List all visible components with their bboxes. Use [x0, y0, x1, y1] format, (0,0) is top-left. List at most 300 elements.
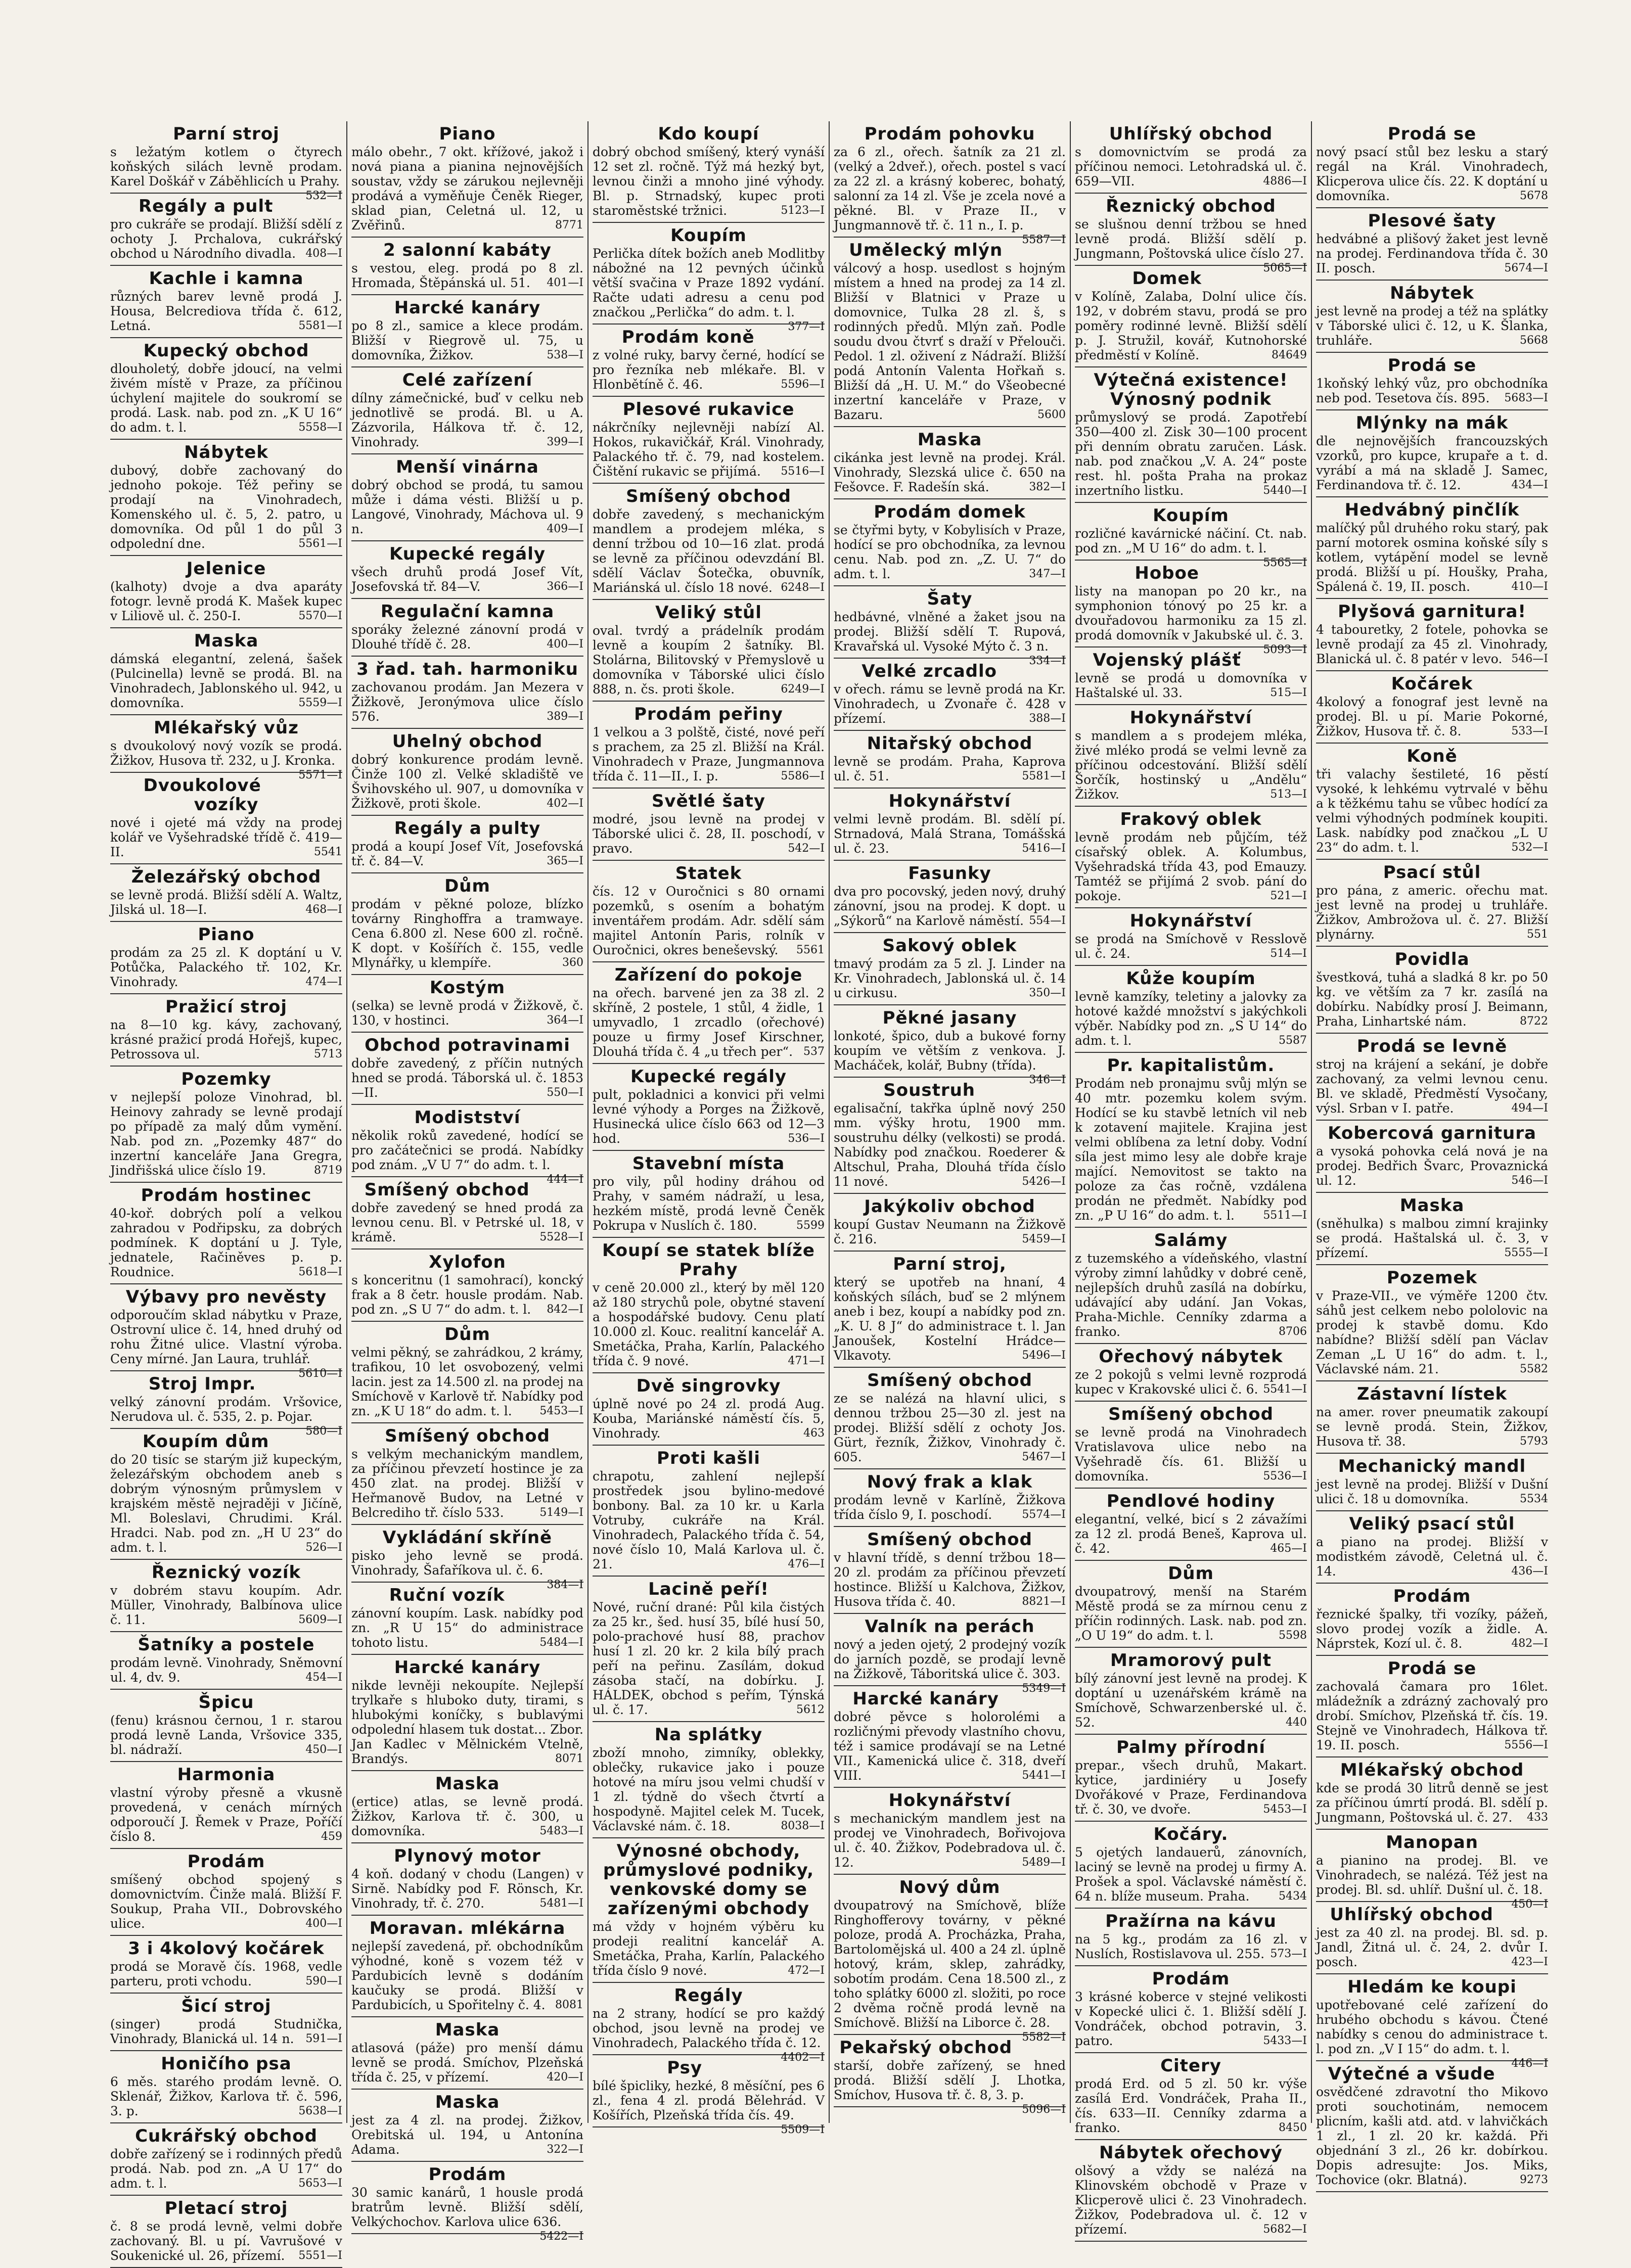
ad-text: 30 samic kanárů, 1 housle prodá bratrům levně. Bližší sdělí, Velkýchochov. Karlova ulice 636. [351, 2185, 583, 2229]
ad-title: Kůže koupím [1126, 968, 1256, 989]
ad-title: Mlékařský obchod [1340, 1760, 1524, 1780]
column-1 [106, 121, 346, 2263]
ad-title: Špicu [198, 1692, 254, 1712]
ad-code: 591—I [305, 2032, 342, 2045]
ad-title: Hokynářství [1129, 708, 1252, 728]
ad-code: 5581—I [1022, 770, 1066, 782]
ad-title: Vojenský plášť [1093, 650, 1241, 670]
ad-text-wrap [351, 2113, 583, 2157]
ad-text-wrap [593, 420, 825, 479]
ad-text: pro vily, půl hodiny dráhou od Prahy, v samém nádraží, u lesa, hezkém místě, prodá levně Čeněk Pokrupa v Nuslích č. 180. [593, 1174, 825, 1233]
classified-ad [834, 933, 1066, 1005]
ad-code: 350—I [1029, 987, 1066, 999]
ad-title: Prodá se [1387, 1658, 1477, 1679]
ad-code: 366—I [547, 580, 583, 593]
ad-text: dobré pěvce s holorolémi a rozličnými převody vlastního chovu, též i samice prodávají se na Letné VII., Kamenická ulice č. 318, dveří VIII. [834, 1709, 1066, 1783]
ad-text-wrap [1316, 1216, 1548, 1260]
ad-text-wrap [1075, 1758, 1307, 1817]
classified-ad [351, 975, 583, 1033]
ad-text-wrap [1075, 217, 1307, 274]
classified-ad [110, 266, 342, 338]
classified-ad [1075, 2053, 1307, 2140]
ad-title: Dvoukolové vozíky [143, 775, 261, 815]
classified-ad [593, 397, 825, 484]
ad-title: Výtečná existence! Výnosný podnik [1094, 370, 1288, 409]
ad-text: a vysoká pohovka celá nová je na prodej. Bedřich Švarc, Provaznická ul. 12. [1316, 1144, 1548, 1188]
ad-code: 84649 [1272, 349, 1307, 361]
ad-text: nový psací stůl bez lesku a starý regál na Král. Vinohradech, Klicperova ulice čís. 22. K doptání u domovníka. [1316, 145, 1548, 203]
classified-ad [351, 1583, 583, 1655]
ad-code: 551 [1527, 928, 1548, 941]
classified-ad [834, 499, 1066, 586]
ad-text-wrap [351, 752, 583, 811]
ad-text-wrap [1075, 1425, 1307, 1484]
ad-text-wrap [1075, 410, 1307, 498]
ad-title: Plesové rukavice [622, 399, 795, 420]
ad-title: Umělecký mlýn [849, 240, 1003, 260]
classified-ad [351, 1423, 583, 1525]
ad-text-wrap [351, 680, 583, 724]
ad-text-wrap [1075, 932, 1307, 961]
ad-title: Sakový oblek [882, 936, 1017, 956]
ad-code: 550—I [547, 1086, 583, 1099]
ad-text-wrap [351, 897, 583, 970]
ad-code: 5599 [796, 1219, 825, 1232]
ad-title: 3 i 4kolový kočárek [128, 1938, 325, 1959]
ad-text-wrap [351, 1939, 583, 2012]
ad-title: Soustruh [883, 1080, 976, 1100]
ad-text: dobrý konkurence prodám levně. Činže 100 zl. Velké skladiště ve Švihovského ul. 907, u domovníka v Žižkově, proti škole. [351, 752, 583, 811]
ad-code: 410—I [1511, 580, 1548, 593]
ad-code: 8719 [314, 1164, 342, 1177]
ad-text-wrap [1075, 526, 1307, 569]
ad-code: 5467—I [1022, 1451, 1066, 1463]
ad-text: v hlavní třídě, s denní tržbou 18—20 zl. prodám za příčinou převzetí hostince. Bližší u Kalchova, Žižkov, Husova třída č. 40. [834, 1550, 1066, 1609]
ad-title: Stroj Impr. [148, 1374, 256, 1394]
classified-ad [1075, 503, 1307, 569]
ad-text-wrap [110, 2147, 342, 2191]
ad-code: 5541 [314, 846, 342, 858]
ad-text: pult, pokladnici a konvici při velmi levné výhody a Porges na Žižkově, Husinecká ulice číslo 663 od 12—3 hod. [593, 1087, 825, 1146]
ad-text: s mandlem a s prodejem mléka, živé mléko prodá se velmi levně za příčinou odcestování. Bližší sdělí Šorčík, hostinský u „Andělu“ Žižkov. [1075, 728, 1307, 802]
ad-title: Psací stůl [1383, 862, 1481, 883]
ad-title: Honičího psa [161, 2054, 292, 2074]
ad-code: 532—I [305, 190, 342, 202]
ad-text: velký zánovní prodám. Vršovice, Nerudova ul. č. 535, 2. p. Pojar. [110, 1395, 342, 1424]
ad-text-wrap [110, 1452, 342, 1555]
ad-code: 401—I [547, 276, 583, 289]
ad-code: 8771 [555, 219, 583, 232]
ad-title: Menší vinárna [396, 457, 539, 477]
ad-title: Harcké kanáry [394, 298, 541, 318]
ad-title: Jelenice [186, 559, 266, 579]
ad-title: Piano [439, 124, 496, 144]
ad-text-wrap [1316, 376, 1548, 405]
ad-text: v ceně 20.000 zl., který by měl 120 až 180 strychů pole, obytné stavení a hospodářské budovy. Cenu platí 10.000 zl. Kouc. realitní kancelář A. Smetáčka, Praha, Karlín, Palackého třída č. 9 nové. [593, 1280, 825, 1368]
ad-text-wrap [1075, 1512, 1307, 1556]
ad-text: málo obehr., 7 okt. křížové, jakož i nová piana a pianina nejnovějších soustav, vždy se zárukou nejlevněji prodává a vyměňuje Čeněk Rieger, sklad pian, Celetná ul. 12, u Zvěřinů. [351, 145, 583, 233]
classified-ad [1075, 1822, 1307, 1909]
ad-code: 514—I [1270, 947, 1307, 960]
classified-ad [110, 2123, 342, 2196]
ad-code: 434—I [1511, 479, 1548, 491]
column-2 [346, 121, 587, 2243]
ad-text: a piano na prodej. Bližší v modistkém závodě, Celetná ul. č. 14. [1316, 1535, 1548, 1579]
ad-text-wrap [110, 1713, 342, 1757]
ad-text: nový a jeden ojetý, 2 prodejný vozík do jarních pozdě, se prodají levně na Žižkově, Táboritská ulice č. 303. [834, 1637, 1066, 1681]
ad-code: 454—I [305, 1671, 342, 1684]
ad-code: 423—I [1511, 1956, 1548, 1968]
ad-title: Vykládání skříně [382, 1528, 553, 1548]
ad-code: 5123—I [781, 204, 825, 217]
ad-text-wrap [1316, 521, 1548, 594]
ad-title: Hedvábný pinčlík [1344, 500, 1520, 520]
classified-ad [593, 484, 825, 600]
ad-title: Řeznický obchod [1106, 196, 1276, 216]
ad-text-wrap [834, 1811, 1066, 1870]
classified-ad [1316, 1902, 1548, 1974]
ad-code: 482—I [1511, 1637, 1548, 1650]
ad-text: rozličné kavárnické náčiní. Ct. nab. pod zn. „M U 16“ do adm. t. l. [1075, 526, 1307, 556]
classified-ad [593, 962, 825, 1064]
ad-title: Velké zrcadlo [862, 661, 998, 681]
ad-code: 573—I [1270, 1948, 1307, 1960]
ad-text: prodám levně v Karlíně, Žižkova třída číslo 9, I. poschodí. [834, 1493, 1066, 1522]
ad-code: 9273 [1520, 2173, 1548, 2186]
classified-ad [593, 1446, 825, 1577]
ad-text: v Kolíně, Zalaba, Dolní ulice čís. 192, v dobrém stavu, prodá se pro poměry rodinné levně. Bližší sdělí p. J. Stružil, kovář, Kutnohorské předměstí v Kolíně. [1075, 289, 1307, 362]
classified-ad [1316, 1511, 1548, 1584]
ad-text: upotřebované celé zařízení do hrubého obchodu s kávou. Čtené nabídky s cenou do administrace t. l. pod zn. „V I 15“ do adm. t. l. [1316, 1998, 1548, 2056]
ad-text: do 20 tisíc se starým již kupeckým, železářským obchodem aneb s dobrým výnosným průmyslem v krajském městě nejraději v Jičíně, Ml. Boleslavi, Chrudimi. Král. Hradci. Nab. pod zn. „H U 23“ do adm. t. l. [110, 1452, 342, 1555]
ad-text-wrap [110, 361, 342, 435]
ad-title: Prodám hostinec [141, 1185, 312, 1206]
ad-text-wrap [834, 1637, 1066, 1695]
ad-code: 5561—I [298, 537, 342, 550]
ad-title: Mlékařský vůz [154, 718, 299, 738]
classified-ad [110, 773, 342, 864]
ad-code: 5441—I [1022, 1769, 1066, 1782]
ad-text-wrap [1316, 1679, 1548, 1752]
ad-code: 5453—I [1263, 1803, 1307, 1816]
ad-code: 5581—I [298, 319, 342, 332]
ad-text-wrap [834, 261, 1066, 422]
classified-ad [110, 994, 342, 1067]
ad-text: dvoupatrový na Smíchově, blíže Ringhofferovy továrny, v pěkné poloze, prodá A. Procházka, Praha, Bartolomějská ul. 400 a 24 zl. úplně hotový, krám, sklep, zahrádky, sobotím prodám. Cena 18.500 zl., z toho splátky 6000 zl. složiti, po roce 2 dvěma ročně prodá levně na Smíchově. Bližší na Liborce č. 28. [834, 1898, 1066, 2030]
classified-ad [834, 1527, 1066, 1614]
ad-title: Prodám [1152, 1969, 1230, 1989]
classified-ad [593, 1722, 825, 1838]
ad-text: atlasová (páže) pro menší dámu levně se prodá. Smíchov, Plzeňská třída č. 25, v přízemí. [351, 2041, 583, 2085]
ad-title: Pletací stroj [164, 2198, 288, 2218]
ad-title: Statek [675, 863, 742, 884]
ad-text-wrap [834, 145, 1066, 246]
ad-code: 388—I [1029, 712, 1066, 725]
classified-ads-page [106, 121, 1552, 2263]
classified-ad [1316, 2061, 1548, 2192]
ad-text: ze 2 pokojů s velmi levně rozprodá kupec v Krakovské ulici č. 6. [1075, 1367, 1307, 1397]
ad-title: Veliký psací stůl [1349, 1514, 1515, 1534]
ad-code: 5511—I [1263, 1209, 1307, 1222]
ad-code: 546—I [1511, 1174, 1548, 1187]
classified-ad [593, 789, 825, 861]
ad-text-wrap [351, 318, 583, 362]
ad-title: Hokynářství [1129, 911, 1252, 931]
ad-text: starší, dobře zařízený, se hned prodá. Bližší sdělí J. Lhotka, Smíchov, Husova tř. č. 8, 3. p. [834, 2058, 1066, 2102]
ad-title: Výbavy pro nevěsty [125, 1287, 327, 1307]
classified-ad [834, 121, 1066, 246]
ad-code: 5570—I [298, 610, 342, 622]
classified-ad [110, 1560, 342, 1632]
ad-text: ze se nalézá na hlavní ulici, s dennou tržbou 25—30 zl. jest na prodej. Bližší sdělí z ochoty Jos. Gürt, řezník, Žižkov, Vinohrady č. 605. [834, 1391, 1066, 1464]
ad-text-wrap [593, 812, 825, 856]
ad-title: Parní stroj, [893, 1254, 1007, 1274]
ad-text: sporáky železné zánovní prodá v Dlouhé třídě č. 28. [351, 622, 583, 652]
ad-text-wrap [1075, 1584, 1307, 1643]
ad-text-wrap [1316, 1925, 1548, 1969]
ad-text: bílý zánovní jest levně na prodej. K doptání u uzenářském krámě na Smíchově, Schwarzenberské ul. č. 52. [1075, 1671, 1307, 1730]
ad-code: 5609—I [298, 1613, 342, 1626]
ad-text-wrap [593, 1469, 825, 1571]
ad-text: v dobrém stavu koupím. Adr. Müller, Vinohrady, Balbínova ulice č. 11. [110, 1583, 342, 1627]
ad-text: levně se prodám. Praha, Kaprova ul. č. 51. [834, 754, 1066, 783]
ad-text: na 2 strany, hodící se pro každý obchod, jsou levně na prodej ve Vinohradech, Palackého třída č. 12. [593, 2006, 825, 2050]
ad-text-wrap [1316, 1781, 1548, 1825]
ad-title: Mramorový pult [1110, 1650, 1272, 1671]
classified-ad [1316, 497, 1548, 599]
classified-ad [1075, 1402, 1307, 1489]
ad-text: pisko jeho levně se prodá. Vinohrady, Šafaříkova ul. č. 6. [351, 1548, 583, 1578]
classified-ad [1316, 1584, 1548, 1656]
ad-code: 5574—I [1022, 1508, 1066, 1521]
ad-title: Zařízení do pokoje [614, 965, 803, 985]
classified-ad [1316, 353, 1548, 410]
classified-ad [1075, 367, 1307, 503]
ad-code: 5096—I [1022, 2103, 1066, 2116]
ad-text: 4kolový a fonograf jest levně na prodej. Bl. u pí. Marie Pokorné, Žižkov, Husova tř. č. 8. [1316, 695, 1548, 738]
classified-ad [110, 194, 342, 266]
ad-text-wrap [110, 2219, 342, 2263]
ad-text: má vždy v hojném výběru ku prodeji realitní kancelář A. Smetáčka, Praha, Karlín, Palackého třída číslo 9 nové. [593, 1919, 825, 1978]
ad-text: s velkým mechanickým mandlem, za příčinou převzetí hostince je za 450 zlat. na prodej. Bližší v Heřmanově Budov, na Letné v Belcrediho tř. číslo 533. [351, 1447, 583, 1520]
ad-text: olšový a vždy se nalézá na Klinovském obchodě v Praze v Klicperově ulici č. 23 Vinohradech. Žižkov, Podebradova ul. č. 12 v přízemí. [1075, 2163, 1307, 2237]
ad-text: smíšený obchod spojený s domovnictvím. Činže malá. Bližší F. Soukup, Praha VII., Dobrovského ulice. [110, 1872, 342, 1931]
ad-title: Manopan [1386, 1832, 1478, 1853]
ad-text: lonkoté, špico, dub a bukové forny koupím ve větším z venkova. J. Macháček, kolář, Bubny (třída). [834, 1029, 1066, 1073]
ad-text-wrap [351, 2041, 583, 2085]
ad-text-wrap [351, 998, 583, 1028]
ad-text-wrap [351, 1345, 583, 1418]
ad-text: z tuzemského a vídeňského, vlastní výroby zimní lahůdky v dobré ceně, nejlepších druhů zasílá na dobírku, udávající aby udání. Jan Vokas, Praha-Michle. Cenníky zdarma a franko. [1075, 1251, 1307, 1339]
ad-text-wrap [593, 348, 825, 392]
ad-title: Železářský obchod [131, 867, 322, 887]
ad-title: Dům [444, 876, 490, 896]
ad-text: bílé špicliky, hezké, 8 měsíční, pes 6 zl., fena 4 zl. prodá Bělehrád. V Košířích, Plzeňská třída čís. 49. [593, 2078, 825, 2122]
ad-text: se levně prodá na Vinohradech Vratislavova ulice nebo na Vyšehradě čís. 61. Bližší u domovníka. [1075, 1425, 1307, 1484]
ad-text: 4 tabouretky, 2 fotele, pohovka se levně prodají za 45 zl. Vinohrady, Blanická ul. č. 8 patér v levo. [1316, 622, 1548, 666]
ad-title: Smíšený obchod [364, 1180, 530, 1200]
ad-title: Prodám peřiny [634, 704, 783, 724]
ad-code: 5065—I [1263, 262, 1307, 274]
classified-ad [351, 1033, 583, 1105]
ad-code: 400—I [305, 1917, 342, 1930]
ad-code: 5559—I [298, 697, 342, 709]
ad-code: 377—I [788, 320, 825, 333]
ad-text: dvoupatrový, menší na Starém Městě prodá se za mírnou cenu z příčin rodinných. Lask. nab. pod zn. „O U 19“ do adm. t. l. [1075, 1584, 1307, 1643]
ad-title: Modistství [414, 1107, 521, 1128]
ad-code: 5422—I [539, 2230, 583, 2243]
classified-ad [110, 1762, 342, 1849]
ad-text: jest za 40 zl. na prodej. Bl. sd. p. Jandl, Žitná ul. č. 24, 2. dvůr I. posch. [1316, 1925, 1548, 1969]
ad-text: s mechanickým mandlem jest na prodej ve Vinohradech, Bořivojova ul. č. 40. Žižkov, Podebradova ul. č. 12. [834, 1811, 1066, 1870]
ad-code: 463 [803, 1427, 825, 1440]
ad-text: se levně prodá. Bližší sdělí A. Waltz, Jilská ul. 18—I. [110, 888, 342, 917]
ad-title: Prodám [1393, 1586, 1471, 1606]
ad-text: prodá se Moravě čís. 1968, vedle parteru, proti vchodu. [110, 1959, 342, 1988]
ad-code: 399—I [547, 436, 583, 448]
ad-text: (kalhoty) dvoje a dva aparáty fotogr. levně prodá K. Mašek kupec v Liliově ul. č. 250-I. [110, 579, 342, 623]
classified-ad [1316, 121, 1548, 208]
ad-text: s domovnictvím se prodá za příčinou nemoci. Letohradská ul. č. 659—VII. [1075, 145, 1307, 189]
ad-text: kde se prodá 30 litrů denně se jest za příčinou úmrtí prodá. Bl. sdělí p. Jungmann, Poštovská ul. č. 27. [1316, 1781, 1548, 1825]
ad-code: 5349—I [1022, 1682, 1066, 1695]
ad-text-wrap [834, 754, 1066, 783]
ad-text: č. 8 se prodá levně, velmi dobře zachovaný. Bl. u pí. Vavrušové v Soukenické ul. 26, přízemí. [110, 2219, 342, 2263]
ad-text-wrap [1316, 1057, 1548, 1116]
ad-text-wrap [1316, 145, 1548, 203]
ad-text-wrap [834, 956, 1066, 1000]
ad-title: Koupím [1153, 505, 1229, 526]
ad-title: Mechanický mandl [1338, 1456, 1526, 1476]
ad-title: Maska [917, 430, 982, 450]
ad-code: 446—I [1511, 2057, 1548, 2070]
ad-code: 5793 [1520, 1435, 1548, 1448]
ad-text: s dvoukolový nový vozík se prodá. Žižkov, Husova tř. 232, u J. Kronka. [110, 738, 342, 768]
ad-code: 440 [1286, 1716, 1307, 1729]
ad-text-wrap [834, 1391, 1066, 1464]
ad-code: 450—I [1511, 1898, 1548, 1911]
classified-ad [834, 427, 1066, 499]
ad-title: Výnosné obchody, průmyslové podniky, venkovské domy se zařízenými obchody [603, 1841, 814, 1919]
ad-text: velmi levně prodám. Bl. sdělí pí. Strnadová, Malá Strana, Tomášská ul. č. 23. [834, 812, 1066, 856]
classified-ad [351, 1105, 583, 1186]
ad-title: Prodám domek [874, 502, 1026, 522]
ad-text: Prodám neb pronajmu svůj mlýn se 40 mtr. pozemku kolem svým. Hodící se ku stavbě letních vil neb k zotavení majitele. Krajina jest velmi oblíbena za letní doby. Vodní síla jest mimo lesy ale dobře kraje mající. Nemovitost se takto na poloze za čas ročně, vzdálena prodán ne předmět. Nabídky pod zn. „P U 16“ do adm. t. l. [1075, 1076, 1307, 1223]
ad-text: několik roků zavedené, hodící se pro začátečnici se prodá. Nabídky pod znám. „V U 7“ do adm. t. l. [351, 1128, 583, 1172]
ad-text: na 8—10 kg. kávy, zachovaný, krásné pražicí prodá Hořejš, kupec, Petrossova ul. [110, 1017, 342, 1061]
classified-ad [351, 238, 583, 295]
ad-text-wrap [834, 1029, 1066, 1086]
classified-ad [1075, 266, 1307, 367]
ad-title: Maska [435, 2020, 500, 2040]
ad-code: 5598 [1279, 1629, 1307, 1642]
classified-ad [1316, 1974, 1548, 2070]
classified-ad [593, 1577, 825, 1722]
ad-title: Pozemek [1386, 1268, 1478, 1288]
ad-title: Harcké kanáry [852, 1689, 999, 1709]
ad-text: a pianino na prodej. Bl. ve Vinohradech, se nalézá. Též jest na prodej. Bl. sd. uhlíř. Dušní ul. č. 18. [1316, 1853, 1548, 1897]
classified-ad [1316, 671, 1548, 744]
ad-text-wrap [1075, 1251, 1307, 1339]
classified-ad [1316, 599, 1548, 671]
classified-ad [1316, 1454, 1548, 1511]
ad-text-wrap [834, 1217, 1066, 1246]
ad-code: 384—I [547, 1579, 583, 1591]
ad-text: za 6 zl., ořech. šatník za 21 zl. (velký a 2dveř.), ořech. postel s vací za 22 zl. a krásný koberec, bohatý, salonní za 14 zl. Vše je zcela nové a pěkné. Bl. v Praze II., v Jungmannově tř. č. 11 n., I. p. [834, 145, 1066, 233]
ad-title: Dům [1168, 1563, 1214, 1584]
classified-ad [1075, 121, 1307, 194]
ad-code: 8706 [1279, 1325, 1307, 1338]
ad-code: 5426—I [1022, 1175, 1066, 1188]
ad-text: po 8 zl., samice a klece prodám. Bližší v Riegrově ul. 75, u domovníka, Žižkov. [351, 318, 583, 362]
ad-text: (selka) se levně prodá v Žižkově, č. 130, v hostinci. [351, 998, 583, 1028]
ad-title: Uhelný obchod [392, 731, 543, 752]
ad-title: Smíšený obchod [626, 486, 791, 506]
ad-title: Na splátky [654, 1725, 763, 1745]
ad-code: 5682—I [1263, 2223, 1307, 2236]
classified-ad [1075, 807, 1307, 908]
ad-text: na amer. rover pneumatik zakoupí se levně prodá. Stein, Žižkov, Husova tř. 38. [1316, 1405, 1548, 1449]
classified-ad [593, 121, 825, 223]
ad-title: Řeznický vozík [151, 1562, 301, 1583]
ad-code: 5516—I [781, 465, 825, 478]
ad-text: zachovanou prodám. Jan Mezera v Žižkově, Jeronýmova ulice číslo 576. [351, 680, 583, 724]
ad-text-wrap [110, 2017, 342, 2046]
ad-text-wrap [110, 1017, 342, 1061]
ad-text-wrap [593, 1174, 825, 1233]
ad-text-wrap [593, 623, 825, 697]
ad-text: osvědčené zdravotní tho Mikovo proti souchotinám, nemocem plicním, kašli atd. atd. v lahvičkách 1 zl., 1 zl. 20 kr. každá. Při objednání 3 zl., 26 kr. dobírkou. Dopis adresujte: Jos. Miks, Tochovice (okr. Blatná). [1316, 2085, 1548, 2187]
ad-title: Obchod potravinami [365, 1035, 570, 1055]
ad-code: 322—I [547, 2143, 583, 2156]
ad-text: prodám za 25 zl. K doptání u V. Potůčka, Palackého tř. 102, Kr. Vinohrady. [110, 945, 342, 989]
classified-ad [351, 121, 583, 238]
ad-text-wrap [351, 391, 583, 449]
ad-text-wrap [1075, 989, 1307, 1048]
ad-text-wrap [593, 1280, 825, 1368]
ad-text: hedvábné a plišový žaket jest levně na prodej. Ferdinandova třída č. 30 II. posch. [1316, 232, 1548, 275]
ad-title: Regály a pult [138, 196, 274, 216]
ad-text: chrapotu, zahlení nejlepší prostředek jsou bylino-medové bonbony. Bal. za 10 kr. u Karla Votruby, cukráře na Král. Vinohradech, Palackého třída č. 54, nové číslo 10, Malá Karlova ul. č. 21. [593, 1469, 825, 1571]
ad-title: Regály [674, 1985, 743, 2006]
ad-text-wrap [1316, 2085, 1548, 2187]
ad-text-wrap [834, 1275, 1066, 1363]
ad-text-wrap [110, 217, 342, 261]
ad-title: Prodá se levně [1356, 1036, 1508, 1056]
ad-text-wrap [351, 1606, 583, 1650]
ad-title: Smíšený obchod [867, 1530, 1032, 1550]
ad-text: pro pána, z americ. ořechu mat. jest levně na prodej u truhláře. Žižkov, Ambrožova ul. č. 27. Bližší plynárny. [1316, 883, 1548, 942]
ad-text-wrap [351, 261, 583, 290]
classified-ad [834, 789, 1066, 861]
ad-title: Pozemky [181, 1069, 271, 1089]
ad-code: 494—I [1511, 1102, 1548, 1115]
classified-ad [110, 1690, 342, 1762]
classified-ad [1075, 1561, 1307, 1648]
ad-code: 5587 [1279, 1034, 1307, 1047]
ad-text: různých barev levně prodá J. Housa, Belcrediova třída č. 612, Letná. [110, 289, 342, 333]
ad-title: Výtečné a všude [1328, 2064, 1496, 2084]
ad-code: 5638—I [298, 2105, 342, 2117]
ad-code: 580—I [305, 1425, 342, 1438]
ad-text-wrap [834, 682, 1066, 726]
classified-ad [1316, 1121, 1548, 1193]
ad-code: 5565—I [1263, 557, 1307, 569]
ad-code: 6249—I [781, 683, 825, 696]
classified-ad [834, 1788, 1066, 1875]
ad-text: nové i ojeté má vždy na prodej kolář ve Vyšehradské třídě č. 419—II. [110, 815, 342, 859]
classified-ad [593, 2055, 825, 2136]
